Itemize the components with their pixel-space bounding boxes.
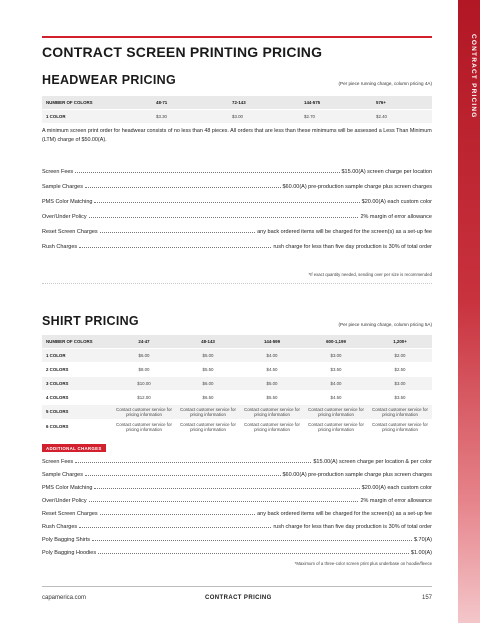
list-item [42,491,432,504]
charge-label: PMS Color Matching [42,485,93,491]
leader-dots [94,488,359,489]
table-row [42,348,432,362]
list-item [42,160,432,175]
table-cell: $3.50 [304,362,368,376]
table-cell: $2.70 [300,109,372,123]
column-header: 144-575 [300,96,372,109]
table-cell: $4.00 [304,376,368,390]
page-content [42,0,432,623]
leader-dots [85,187,281,188]
list-item [42,205,432,220]
table-cell: Contact customer service for pricing information [368,419,432,434]
leader-dots [85,475,281,476]
column-header: 24-47 [112,335,176,348]
charge-value: $15.00(A) screen charge per location & per color [313,459,432,465]
column-header: 576+ [372,96,432,109]
charge-label: Rush Charges [42,244,78,250]
column-header: 600-1,199 [304,335,368,348]
charge-value: any back ordered items will be charged for the screen(s) as a set-up fee [257,511,432,517]
table-cell: $2.40 [372,109,432,123]
table-cell: Contact customer service for pricing information [112,404,176,419]
row-label: 6 COLORS [42,419,112,434]
page-number: 157 [421,595,432,601]
charge-value: $60.00(A) pre-production sample charge plus screen charges [282,472,432,478]
table-cell: Contact customer service for pricing information [240,419,304,434]
table-cell: $3.50 [368,390,432,404]
table-cell: $5.00 [176,348,240,362]
leader-dots [75,462,311,463]
leader-dots [94,202,359,203]
shirt-table [42,335,432,435]
charge-label: Reset Screen Charges [42,229,98,235]
footer-website: capamerica.com [42,595,87,601]
table-cell: Contact customer service for pricing information [176,404,240,419]
section-divider [42,283,432,284]
list-item [42,543,432,556]
table-row [42,362,432,376]
charge-value: rush charge for less than five day production is 30% of total order [273,244,432,250]
table-row [42,376,432,390]
charge-value: $1.00(A) [410,550,432,556]
charge-value: any back ordered items will be charged for the screen(s) as a set-up fee [257,229,432,235]
table-cell: Contact customer service for pricing information [304,419,368,434]
table-cell: $3.00 [368,376,432,390]
shirt-note: (Per piece running charge, column pricing 5A) [338,322,432,327]
footer-section-name: CONTRACT PRICING [205,595,272,601]
headwear-minimum-paragraph: A minimum screen print order for headwear consists of no less than 48 pieces. All orders that are less than these minimums will be assessed a Less Than Minimum (LTM) charge of $50.00(A). [42,128,432,143]
table-cell: $3.30 [152,109,228,123]
charge-label: Over/Under Policy [42,498,87,504]
leader-dots [98,553,409,554]
leader-dots [75,172,339,173]
charge-value: rush charge for less than five day production is 30% of total order [273,524,432,530]
table-cell: $2.50 [368,362,432,376]
list-item [42,504,432,517]
list-item [42,235,432,250]
charge-label: Screen Fees [42,459,74,465]
table-header-row [42,96,432,109]
additional-charges-badge: ADDITIONAL CHARGES [42,444,106,452]
row-label: 1 COLOR [42,109,152,123]
table-cell: $3.00 [228,109,300,123]
table-cell: $4.00 [240,348,304,362]
headwear-table [42,96,432,124]
charge-label: Screen Fees [42,169,74,175]
list-item [42,517,432,530]
charge-label: PMS Color Matching [42,199,93,205]
row-label: 2 COLORS [42,362,112,376]
table-cell: Contact customer service for pricing information [368,404,432,419]
list-item [42,175,432,190]
leader-dots [92,540,412,541]
footer-rule [42,586,432,587]
leader-dots [100,514,255,515]
row-label: 3 COLORS [42,376,112,390]
charge-value: $.70(A) [413,537,432,543]
table-cell: $6.00 [176,376,240,390]
table-cell: $2.00 [368,348,432,362]
table-cell: $3.00 [304,348,368,362]
charge-value: 2% margin of error allowance [360,498,432,504]
charge-label: Sample Charges [42,184,83,190]
row-label: 4 COLORS [42,390,112,404]
charge-value: $15.00(A) screen charge per location [341,169,432,175]
table-cell: $4.50 [304,390,368,404]
charge-label: Poly Bagging Shirts [42,537,90,543]
table-cell: $8.00 [112,362,176,376]
charge-value: 2% margin of error allowance [360,214,432,220]
column-header: 72-143 [228,96,300,109]
side-accent-bar [458,0,480,623]
leader-dots [79,527,271,528]
column-header: NUMBER OF COLORS [42,335,112,348]
row-label: 1 COLOR [42,348,112,362]
table-cell: $5.50 [240,390,304,404]
top-rule [42,36,432,38]
charge-value: $20.00(A) each custom color [361,485,432,491]
table-cell: $6.00 [112,348,176,362]
list-item [42,478,432,491]
shirt-title: SHIRT PRICING [42,314,139,328]
charge-value: $20.00(A) each custom color [361,199,432,205]
headwear-charges-list [42,160,432,250]
table-cell: $6.50 [176,390,240,404]
table-cell: Contact customer service for pricing information [112,419,176,434]
table-row [42,109,432,123]
page-title: CONTRACT SCREEN PRINTING PRICING [42,44,323,60]
list-item [42,465,432,478]
list-item [42,530,432,543]
charge-label: Over/Under Policy [42,214,87,220]
table-header-row [42,335,432,348]
table-row [42,390,432,404]
list-item [42,452,432,465]
charge-label: Rush Charges [42,524,78,530]
column-header: NUMBER OF COLORS [42,96,152,109]
list-item [42,190,432,205]
column-header: 144-599 [240,335,304,348]
headwear-footnote: *If exact quantity needed, sending over per size is recommended [308,272,432,277]
leader-dots [100,232,255,233]
leader-dots [89,501,359,502]
side-label: CONTRACT PRICING [470,34,477,119]
headwear-title: HEADWEAR PRICING [42,73,176,87]
headwear-note: (Per piece running charge, column pricing 4A) [338,81,432,86]
charge-label: Poly Bagging Hoodies [42,550,97,556]
table-cell: $5.00 [240,376,304,390]
table-cell: $10.00 [112,376,176,390]
table-cell: Contact customer service for pricing information [240,404,304,419]
list-item [42,220,432,235]
charge-label: Reset Screen Charges [42,511,98,517]
charge-label: Sample Charges [42,472,83,478]
table-cell: Contact customer service for pricing information [304,404,368,419]
table-cell: $12.00 [112,390,176,404]
column-header: 1,200+ [368,335,432,348]
leader-dots [79,247,271,248]
shirt-footnote: *Maximum of a three-color screen print plus underbase on hoodie/fleece [294,561,432,566]
table-row [42,404,432,419]
column-header: 48-71 [152,96,228,109]
table-cell: $5.50 [176,362,240,376]
column-header: 48-143 [176,335,240,348]
charge-value: $60.00(A) pre-production sample charge plus screen charges [282,184,432,190]
row-label: 5 COLORS [42,404,112,419]
shirt-charges-list [42,452,432,556]
table-cell: $4.50 [240,362,304,376]
table-cell: Contact customer service for pricing information [176,419,240,434]
table-row [42,419,432,434]
leader-dots [89,217,359,218]
